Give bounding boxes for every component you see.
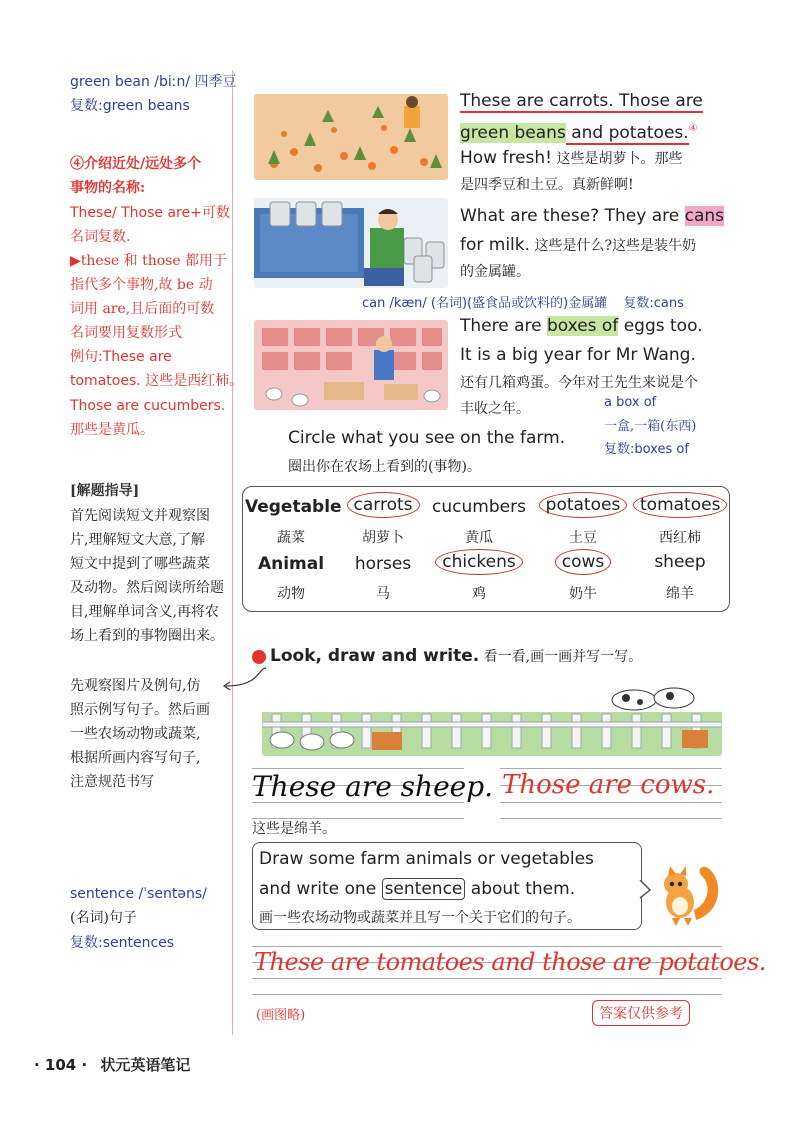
task1-instruction: Circle what you see on the farm. [288,428,566,448]
table-cn-chickens: 鸡 [472,586,486,602]
guide-line-2: 片,理解短文大意,了解 [70,532,205,548]
footer [34,1054,190,1075]
passage-line-2 [460,115,698,147]
passage-cn-2: 是四季豆和土豆。真新鲜啊! [460,177,634,193]
tip-line-3: 一些农场动物或蔬菜, [70,726,201,742]
egg-boxes-picture [254,320,448,410]
writing-line [252,768,464,769]
task2-title-cn: 看一看,画一画并写一写。 [479,649,643,665]
passage-what-are-these: What are these? They are [460,206,685,226]
table-cn-horses: 马 [376,586,390,602]
bubble-and-write: and write one [259,879,382,899]
circle-chickens: chickens [435,549,523,575]
bullet-icon [252,650,266,664]
table-cell-cucumbers[interactable]: cucumbers [432,497,526,517]
note-explanation-3: 词用 are,且后面的可数 [70,301,215,317]
passage-eggs-too: eggs too. [618,316,703,336]
table-row2-head: Animal [257,554,325,574]
note-explanation: ▶these 和 those 都用于 [70,253,228,269]
example-3: 那些是黄瓜。 [70,422,154,438]
guide-title: [解题指导] [70,483,140,499]
circle-cows: cows [555,549,612,575]
example-sentence-1-cn: 这些是绵羊。 [252,821,336,837]
example-label: 例句:These are [70,349,172,365]
table-cn-potatoes: 土豆 [569,530,597,546]
table-cell-horses[interactable]: horses [354,554,412,574]
writing-line [500,818,722,819]
passage-how-fresh: How fresh! [460,148,552,168]
table-cn-tomatoes: 西红柿 [659,530,701,546]
example-sentence-2: Those are cows. [502,770,715,800]
writing-line [500,802,722,803]
table-row1-head-cn: 蔬菜 [277,530,305,546]
bubble-cn: 画一些农场动物或蔬菜并且写一个关于它们的句子。 [259,910,581,926]
passage-line-5 [460,202,724,230]
task2-heading [270,646,642,666]
squirrel-icon [652,862,724,928]
milk-cans-picture [254,198,448,288]
circle-potatoes: potatoes [539,492,628,518]
note-title-2: 事物的名称: [70,180,146,196]
farm-fence-picture [262,684,722,756]
book-title: 状元英语笔记 [100,1056,191,1074]
task2-title: Look, draw and write. [270,646,480,666]
table-cell-sheep[interactable]: sheep [654,552,706,572]
passage-cn-1: 这些是胡萝卜。那些 [552,151,683,167]
guide-line-5: 目,理解单词含义,再将农 [70,604,219,620]
passage-cn-4: 的金属罐。 [460,264,530,280]
note-explanation-2: 指代多个事物,故 be 动 [70,277,213,293]
answer-drawing-note: (画图略) [256,1008,306,1023]
bubble-line-2 [259,879,575,899]
tip-line-4: 根据所画内容写句子, [70,750,201,766]
highlight-boxes-of: boxes of [547,316,619,336]
example-sentence-1: These are sheep. [252,770,494,803]
vocab-box-of-plural: 复数:boxes of [604,442,689,457]
table-cn-sheep: 绵羊 [666,586,694,602]
passage-and-potatoes: and potatoes. [565,122,689,143]
answer-sentence: These are tomatoes and those are potatoes. [254,948,766,976]
passage-cn-6: 丰收之年。 [460,401,530,417]
table-cn-cows: 奶牛 [569,586,597,602]
tip-line-1: 先观察图片及例句,仿 [70,678,201,694]
guide-line-4: 及动物。然后阅读所给题 [70,580,224,596]
vocab-box-of-meaning: 一盒,一箱(东西) [604,419,697,434]
guide-line-6: 场上看到的事物圈出来。 [70,628,224,644]
word-table [242,486,730,612]
note-explanation-4: 名词要用复数形式 [70,325,182,341]
passage-line-1 [460,87,703,115]
highlight-cans: cans [684,206,724,226]
vocab-sentence: sentence /ˈsentəns/ [70,886,207,902]
passage-line-8 [460,312,703,340]
bubble-about-them: about them. [465,879,576,899]
table-row2-head-cn: 动物 [277,586,305,602]
writing-line [252,946,722,947]
table-cn-carrots: 胡萝卜 [362,530,404,546]
vocab-box-of: a box of [604,395,657,410]
example-1: tomatoes. 这些是西红柿。 [70,373,244,389]
note-rule-2: 名词复数. [70,229,131,245]
passage-line-3 [460,144,682,173]
vocab-sentence-pos: (名词)句子 [70,910,137,926]
passage-line-6 [460,231,696,260]
circle-tomatoes: tomatoes [633,492,727,518]
writing-line [252,978,722,979]
highlight-green-beans: green beans [460,122,566,143]
vocab-green-bean-plural: 复数:green beans [70,98,190,114]
vocab-can-plural: 复数:cans [623,296,684,311]
guide-line-3: 短文中提到了哪些蔬菜 [70,556,210,572]
circle-carrots: carrots [347,492,420,518]
vocab-can [362,292,684,311]
passage-cn-3: 这些是什么?这些是装牛奶 [530,238,697,254]
note-rule: These/ Those are+可数 [70,205,230,221]
writing-line [252,994,722,995]
boxed-word-sentence: sentence [382,878,466,900]
vocab-can-definition: can /kæn/ (名词)(盛食品或饮料的)金属罐 [362,296,608,311]
sidebar-divider [232,70,233,1035]
passage-sentence-carrots: These are carrots. Those are [460,91,703,111]
page-number: · 104 · [34,1056,88,1074]
passage-cn-5: 还有几箱鸡蛋。今年对王先生来说是个 [460,375,698,391]
note-marker: ④ [688,123,698,134]
tip-line-5: 注意规范书写 [70,774,154,790]
table-cell-potatoes[interactable] [535,495,631,515]
guide-line-1: 首先阅读短文并观察图 [70,508,210,524]
bubble-line-1: Draw some farm animals or vegetables [259,849,594,869]
answer-reference-stamp: 答案仅供参考 [592,1000,690,1026]
writing-line [500,768,722,769]
passage-line-9: It is a big year for Mr Wang. [460,345,696,365]
example-2: Those are cucumbers. [70,398,226,414]
table-row1-head: Vegetable [245,497,342,517]
table-cell-chickens[interactable] [429,552,529,572]
instruction-bubble [252,842,642,930]
note-title: ④介绍近处/远处多个 [70,156,202,172]
task1-instruction-cn: 圈出你在农场上看到的(事物)。 [288,459,481,475]
vocab-sentence-plural: 复数:sentences [70,935,175,951]
vocab-green-bean: green bean /biːn/ 四季豆 [70,74,237,90]
table-cell-cows[interactable] [535,552,631,572]
table-cell-tomatoes[interactable] [633,495,727,515]
table-cell-carrots[interactable] [345,495,421,515]
tip-line-2: 照示例写句子。然后画 [70,702,210,718]
table-cn-cucumbers: 黄瓜 [465,530,493,546]
bubble-tail [636,880,652,900]
passage-for-milk: for milk. [460,235,531,255]
carrot-field-picture [254,94,448,180]
passage-there-are: There are [460,316,547,336]
